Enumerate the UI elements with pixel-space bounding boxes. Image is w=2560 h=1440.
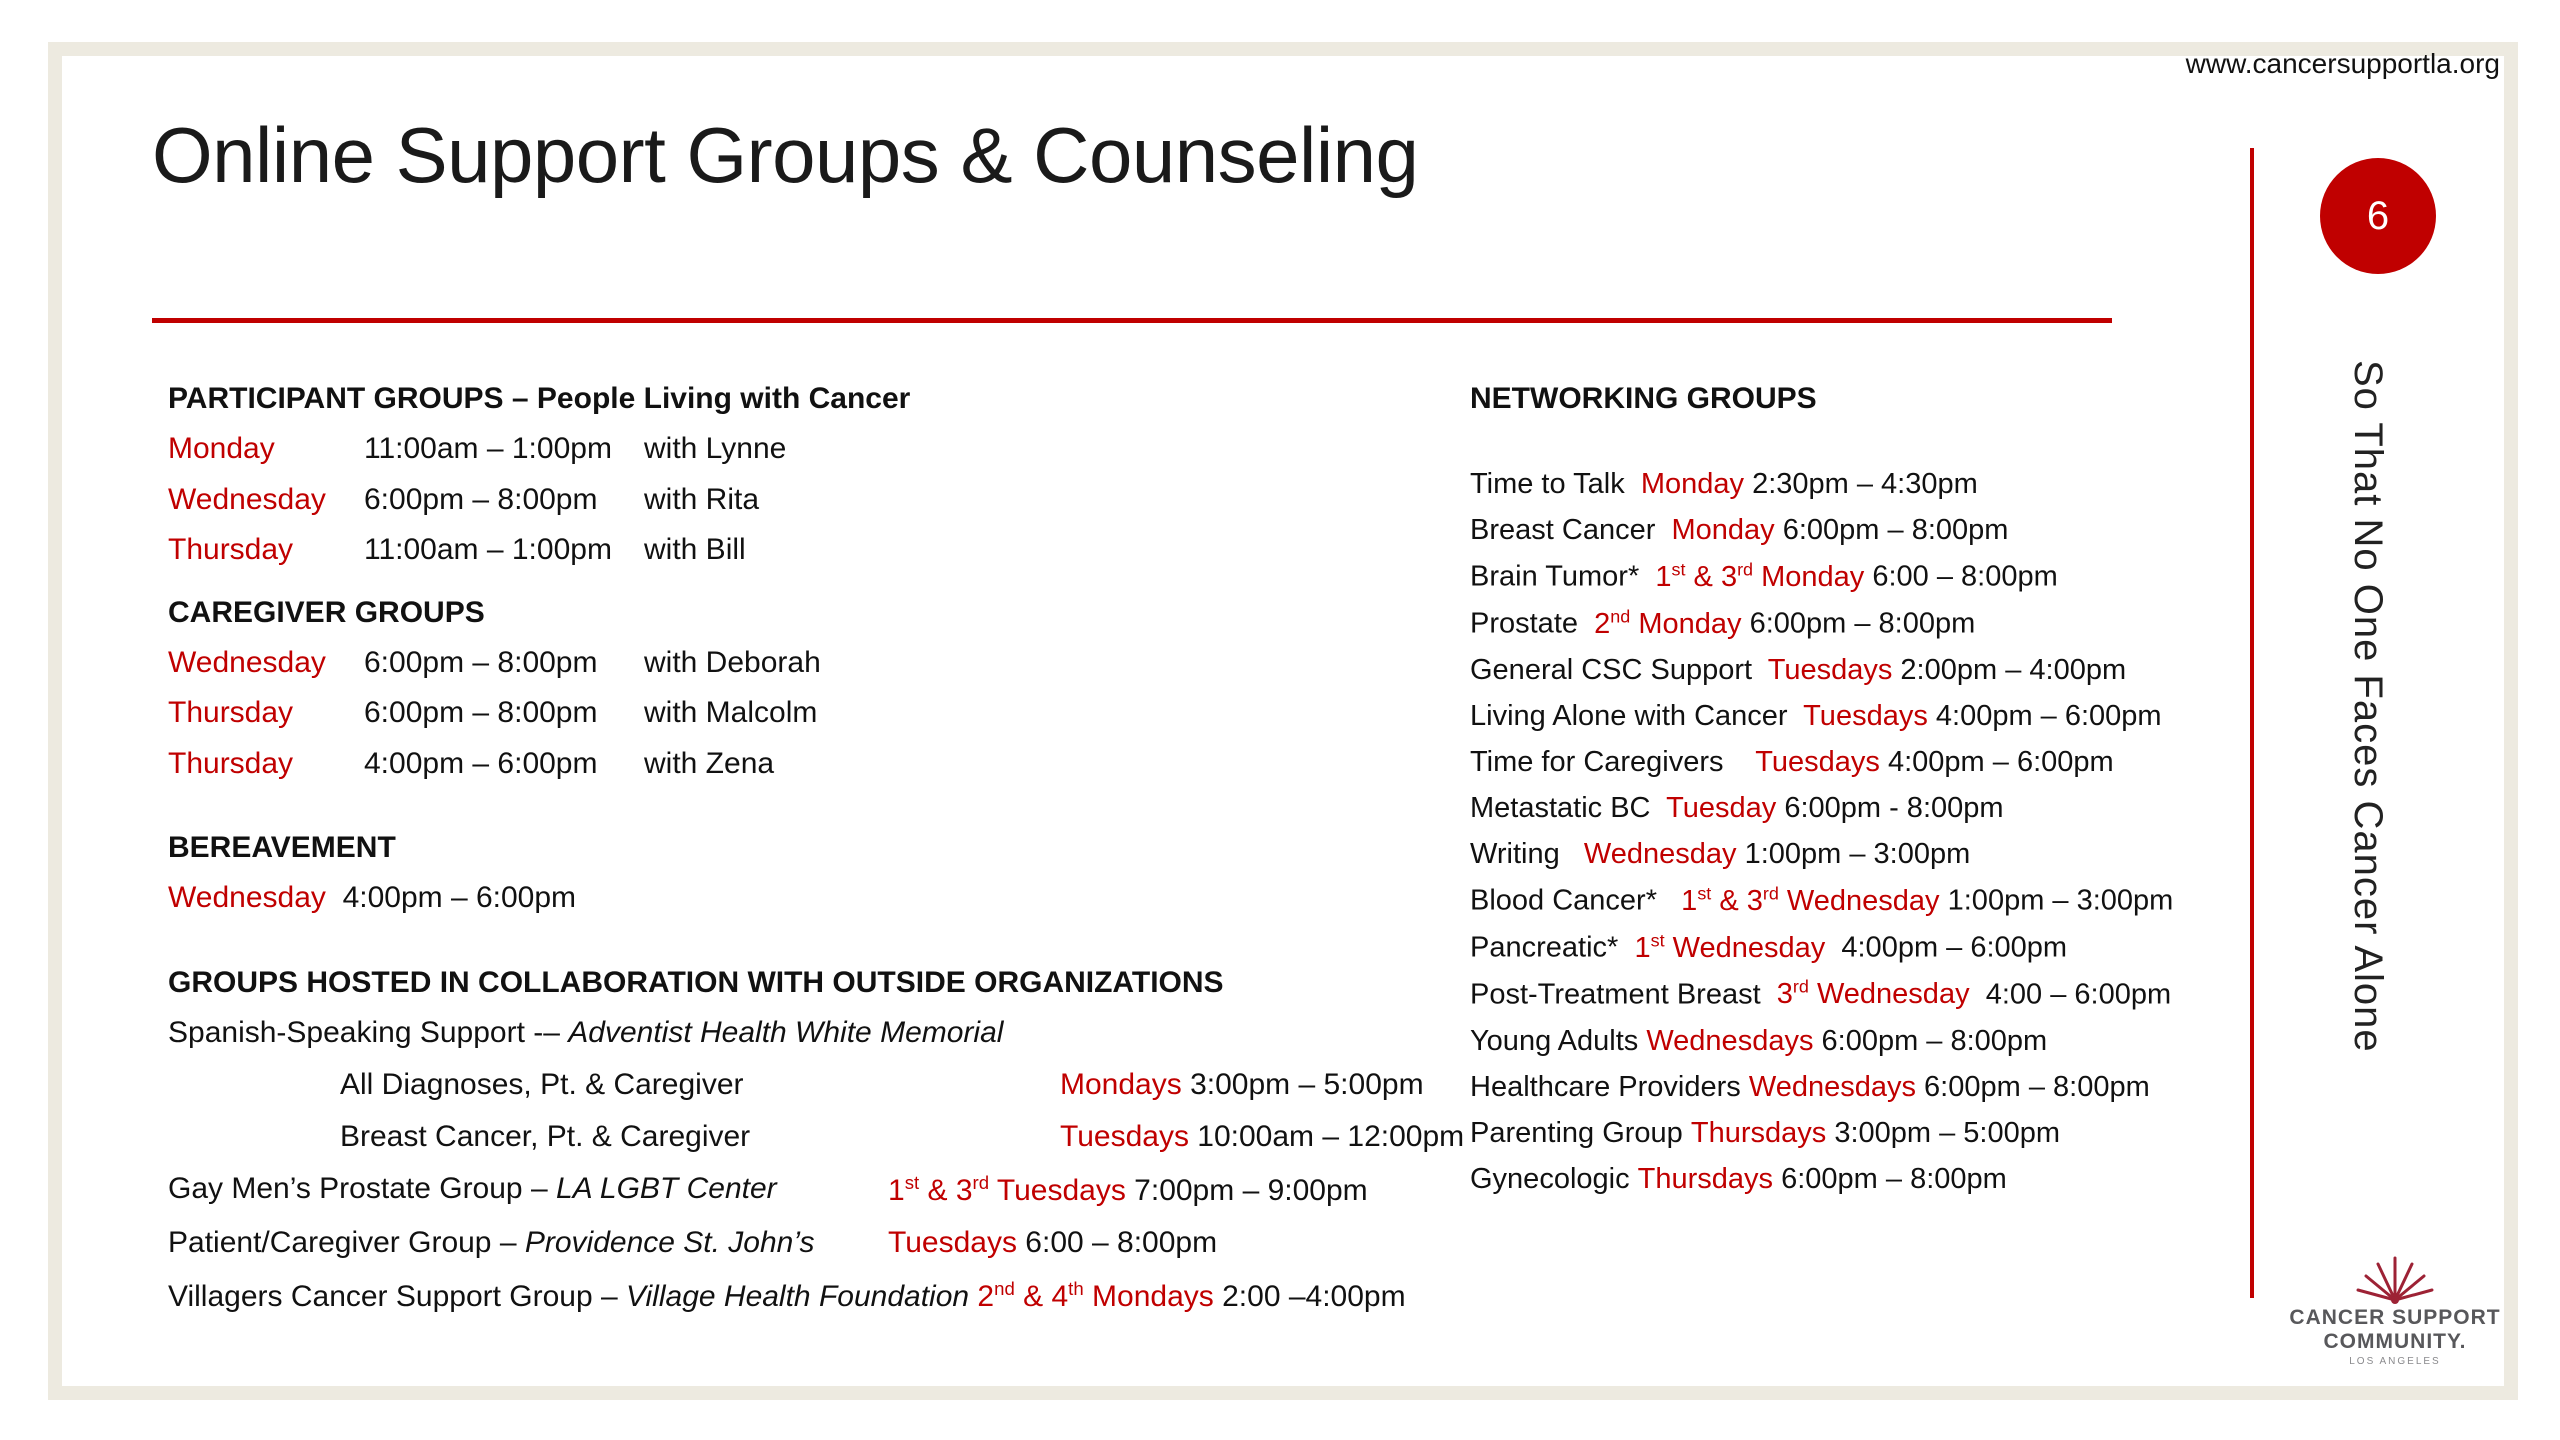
collab-time: 6:00 – 8:00pm [1025, 1225, 1218, 1259]
group-time: 6:00pm – 8:00pm [1924, 1070, 2150, 1103]
group-name: Brain Tumor* [1470, 560, 1640, 593]
collab-label: Spanish-Speaking Support -– [168, 1015, 560, 1049]
group-day: Tuesday [1666, 792, 1777, 825]
logo-line-2: COMMUNITY. [2323, 1330, 2467, 1353]
group-day: 3rd Wednesday [1776, 976, 1970, 1011]
group-name: Breast Cancer [1470, 514, 1656, 547]
group-time: 6:00pm – 8:00pm [364, 482, 598, 516]
collab-label: Patient/Caregiver Group – [168, 1225, 517, 1259]
list-item [1470, 790, 2230, 827]
group-leader: with Malcolm [644, 696, 818, 729]
collab-subgroup-name: All Diagnoses, Pt. & Caregiver [340, 1067, 744, 1101]
group-leader: with Bill [644, 533, 746, 566]
list-item [1470, 1023, 2230, 1060]
logo-line-3: LOS ANGELES [2349, 1356, 2441, 1367]
list-item [168, 1172, 1478, 1208]
title-divider [152, 318, 2112, 323]
list-item [168, 1016, 1478, 1050]
group-name: Parenting Group [1470, 1116, 1683, 1149]
group-day: Wednesday [168, 881, 326, 914]
group-time: 3:00pm – 5:00pm [1834, 1116, 2061, 1149]
collab-time: 3:00pm – 5:00pm [1190, 1067, 1424, 1101]
group-time: 6:00pm – 8:00pm [364, 645, 598, 679]
group-leader: with Zena [644, 746, 775, 780]
group-time: 1:00pm – 3:00pm [1947, 884, 2174, 917]
collab-time: 10:00am – 12:00pm [1197, 1119, 1465, 1153]
list-item [1470, 976, 2230, 1014]
sunburst-icon [2350, 1250, 2440, 1304]
group-day: Tuesdays [1767, 653, 1893, 686]
list-item [1470, 836, 2230, 873]
group-time: 6:00pm – 8:00pm [1781, 1162, 2007, 1195]
page-number-badge: 6 [2320, 158, 2436, 274]
list-item [1470, 512, 2230, 549]
group-day: 1st Wednesday [1634, 930, 1826, 964]
collab-org: Adventist Health White Memorial [568, 1015, 1004, 1049]
group-day: Monday [1671, 514, 1775, 547]
group-day: Wednesday [168, 482, 326, 516]
group-name: Gynecologic [1470, 1162, 1630, 1195]
list-item [168, 747, 1478, 782]
group-time: 6:00pm – 8:00pm [364, 696, 598, 729]
networking-groups-heading: NETWORKING GROUPS [1470, 382, 1817, 415]
group-name: General CSC Support [1470, 653, 1753, 686]
collab-org: Providence St. John’s [524, 1225, 815, 1259]
group-leader: with Lynne [644, 432, 787, 465]
group-day: 1st & 3rd Wednesday [1681, 883, 1940, 917]
group-day: 1st & 3rd Monday [1655, 559, 1865, 593]
group-day: Tuesdays [1755, 745, 1880, 778]
list-item [1470, 558, 2230, 596]
networking-groups-list [1470, 466, 2230, 1198]
list-item [1470, 698, 2230, 735]
group-day: Thursdays [1637, 1162, 1774, 1195]
group-name: Metastatic BC [1470, 792, 1651, 825]
group-time: 4:00pm – 6:00pm [1841, 931, 2068, 964]
collab-day: Mondays [1060, 1067, 1182, 1101]
group-time: 6:00pm – 8:00pm [1749, 607, 1976, 640]
group-day: Thursday [168, 696, 294, 729]
participant-groups-heading: PARTICIPANT GROUPS – People Living with Cancer [168, 382, 911, 415]
list-item [168, 1120, 1478, 1154]
list-item [1470, 605, 2230, 643]
group-time: 4:00 – 6:00pm [1985, 978, 2172, 1011]
bereavement-heading: BEREAVEMENT [168, 831, 396, 864]
group-day: 2nd Monday [1594, 605, 1742, 640]
group-time: 1:00pm – 3:00pm [1744, 838, 1971, 871]
group-time: 4:00pm – 6:00pm [364, 746, 598, 780]
group-name: Time for Caregivers [1470, 745, 1724, 778]
group-time: 11:00am – 1:00pm [364, 533, 612, 566]
list-item [168, 483, 1478, 518]
group-day: Thursday [168, 533, 294, 566]
group-name: Time to Talk [1470, 468, 1625, 500]
group-day: Monday [168, 432, 275, 465]
list-item [1470, 744, 2230, 781]
list-item [168, 533, 1478, 568]
list-item [168, 1226, 1478, 1260]
group-name: Writing [1470, 838, 1560, 871]
group-time: 6:00pm – 8:00pm [1821, 1024, 2048, 1057]
group-time: 2:00pm – 4:00pm [1900, 653, 2127, 686]
caregiver-groups-heading: CAREGIVER GROUPS [168, 595, 485, 629]
collab-day: Tuesdays [888, 1225, 1017, 1259]
list-item [168, 881, 1478, 916]
collab-day: 1st & 3rd Tuesdays [888, 1171, 1126, 1207]
collaboration-heading: GROUPS HOSTED IN COLLABORATION WITH OUTSIDE ORGANIZATIONS [168, 965, 1224, 999]
collab-subgroup-name: Breast Cancer, Pt. & Caregiver [340, 1119, 751, 1153]
group-day: Wednesdays [1748, 1070, 1916, 1103]
group-time: 2:30pm – 4:30pm [1752, 468, 1978, 500]
list-item [168, 432, 1478, 467]
list-item [1470, 1161, 2230, 1198]
group-name: Post-Treatment Breast [1470, 978, 1761, 1011]
group-day: Tuesdays [1803, 699, 1928, 732]
group-name: Pancreatic* [1470, 931, 1619, 964]
organization-logo [2280, 1250, 2510, 1367]
right-divider [2250, 148, 2254, 1298]
list-item [168, 1278, 1478, 1314]
list-item [1470, 1069, 2230, 1106]
group-time: 4:00pm – 6:00pm [342, 881, 577, 914]
list-item [168, 696, 1478, 731]
group-name: Prostate [1470, 607, 1578, 640]
collab-org: LA LGBT Center [555, 1171, 777, 1205]
collab-time: 7:00pm – 9:00pm [1134, 1173, 1368, 1207]
collab-day: Tuesdays [1060, 1119, 1189, 1153]
list-item [1470, 882, 2230, 920]
list-item [1470, 466, 2230, 503]
list-item [1470, 652, 2230, 689]
collab-time: 2:00 –4:00pm [1222, 1279, 1406, 1313]
group-leader: with Rita [644, 482, 760, 516]
group-day: Wednesday [1583, 838, 1737, 871]
collab-day: 2nd & 4th Mondays [977, 1277, 1214, 1313]
group-day: Wednesdays [1646, 1024, 1814, 1057]
group-time: 4:00pm – 6:00pm [1935, 699, 2162, 732]
group-time: 6:00 – 8:00pm [1872, 560, 2058, 593]
page-title: Online Support Groups & Counseling [152, 111, 1419, 199]
group-name: Blood Cancer* [1470, 884, 1657, 917]
left-column [168, 382, 1478, 1332]
website-url: www.cancersupportla.org [2185, 48, 2500, 79]
group-time: 6:00pm - 8:00pm [1784, 792, 2004, 825]
tagline: So That No One Faces Cancer Alone [2346, 360, 2390, 1053]
group-name: Living Alone with Cancer [1470, 699, 1788, 732]
group-day: Thursday [168, 746, 294, 780]
right-column [1470, 382, 2230, 1207]
collab-org: Village Health Foundation [626, 1279, 970, 1313]
group-time: 11:00am – 1:00pm [364, 432, 612, 465]
group-time: 6:00pm – 8:00pm [1782, 514, 2009, 547]
group-day: Monday [1640, 468, 1745, 500]
group-time: 4:00pm – 6:00pm [1887, 745, 2114, 778]
list-item [1470, 1115, 2230, 1152]
list-item [168, 646, 1478, 681]
list-item [1470, 929, 2230, 967]
collab-label: Villagers Cancer Support Group – [168, 1279, 618, 1313]
group-name: Young Adults [1470, 1024, 1639, 1057]
list-item [168, 1068, 1478, 1102]
group-day: Wednesday [168, 645, 326, 679]
logo-line-1: CANCER SUPPORT [2289, 1306, 2501, 1329]
group-day: Thursdays [1690, 1116, 1827, 1149]
group-leader: with Deborah [644, 645, 821, 679]
collab-label: Gay Men’s Prostate Group – [168, 1171, 548, 1205]
group-name: Healthcare Providers [1470, 1070, 1741, 1103]
